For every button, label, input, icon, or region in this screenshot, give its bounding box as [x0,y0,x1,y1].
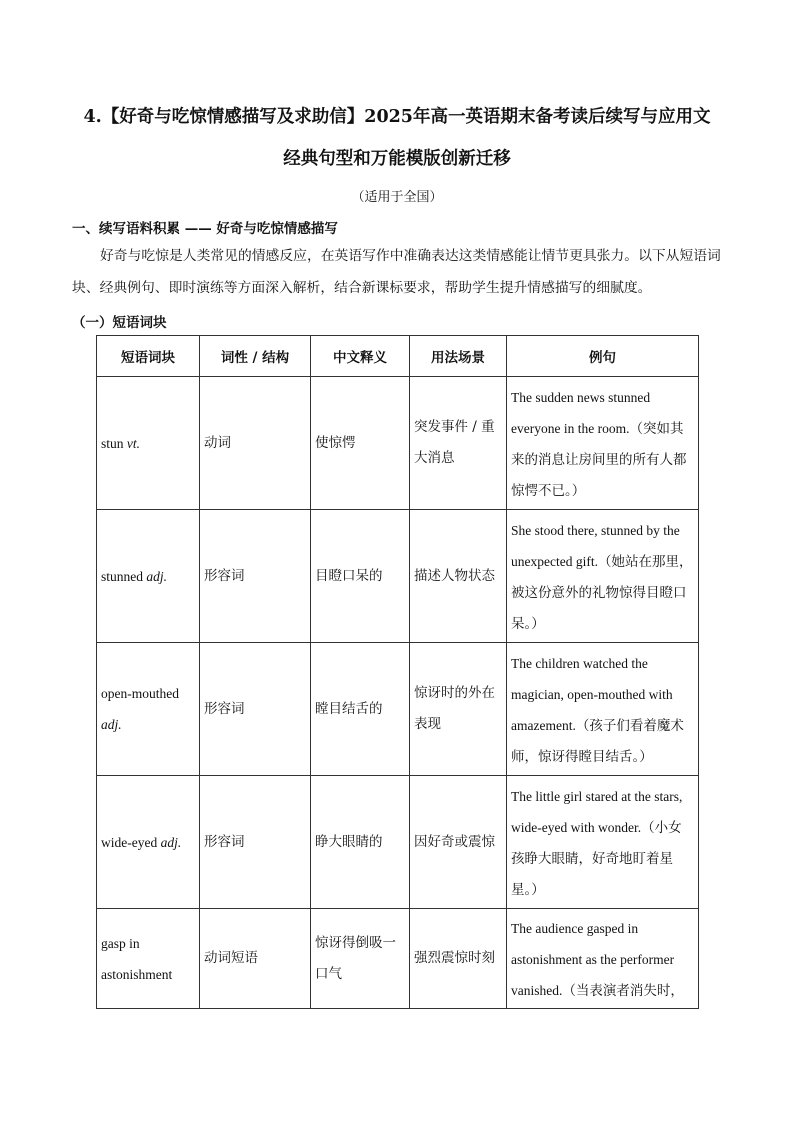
table-row [97,377,699,510]
pos-abbr: adj. [146,568,168,584]
pos-cell: 动词短语 [200,909,311,1009]
intro-paragraph [72,240,722,304]
document-subtitle: （适用于全国） [351,190,443,205]
meaning-cell: 睁大眼睛的 [311,776,410,909]
pos-cell: 动词 [200,377,311,510]
phrase-text: open-mouthed [101,686,179,701]
section-heading: 一、续写语料积累 —— 好奇与吃惊情感描写 [72,221,338,237]
header-scene: 用法场景 [410,336,507,377]
table-row [97,909,699,1009]
phrase-cell [97,776,200,909]
header-phrase: 短语词块 [97,336,200,377]
example-cell: The sudden news stunned everyone in the room.（突如其来的消息让房间里的所有人都惊愕不已。） [507,377,699,510]
phrase-text: wide-eyed [101,834,158,850]
intro-text: 好奇与吃惊是人类常见的情感反应，在英语写作中准确表达这类情感能让情节更具张力。以下从短语词块、经典例句、即时演练等方面深入解析，结合新课标要求，帮助学生提升情感描写的细腻度。 [72,248,721,296]
phrase-cell [97,643,200,776]
table-row [97,510,699,643]
meaning-cell: 目瞪口呆的 [311,510,410,643]
subsection-heading: （一）短语词块 [72,315,167,331]
header-example: 例句 [507,336,699,377]
phrase-text: stunned [101,568,143,584]
scene-cell: 强烈震惊时刻 [410,909,507,1009]
meaning-cell: 使惊愕 [311,377,410,510]
phrase-cell [97,510,200,643]
phrase-cell: gasp in astonishment [97,909,200,1009]
scene-cell: 突发事件 / 重大消息 [410,377,507,510]
meaning-cell: 惊讶得倒吸一口气 [311,909,410,1009]
scene-cell: 因好奇或震惊 [410,776,507,909]
example-cell: The little girl stared at the stars, wide-eyed with wonder.（小女孩睁大眼睛，好奇地盯着星星。） [507,776,699,909]
phrase-table [96,335,699,1009]
meaning-cell: 瞠目结舌的 [311,643,410,776]
document-title-line-2: 经典句型和万能模版创新迁移 [283,149,511,169]
table-row [97,776,699,909]
example-cell: The audience gasped in astonishment as the performer vanished.（当表演者消失时， [507,909,699,1009]
phrase-cell [97,377,200,510]
pos-abbr: vt. [126,435,141,451]
pos-cell: 形容词 [200,510,311,643]
example-cell: She stood there, stunned by the unexpected gift.（她站在那里，被这份意外的礼物惊得目瞪口呆。） [507,510,699,643]
scene-cell: 描述人物状态 [410,510,507,643]
table-row [97,643,699,776]
pos-abbr: adj. [101,717,122,732]
scene-cell: 惊讶时的外在表现 [410,643,507,776]
pos-cell: 形容词 [200,776,311,909]
document-title-line-1: 4.【好奇与吃惊情感描写及求助信】2025年高一英语期末备考读后续写与应用文 [83,107,711,127]
table-header-row [97,336,699,377]
header-meaning: 中文释义 [311,336,410,377]
header-pos: 词性 / 结构 [200,336,311,377]
pos-cell: 形容词 [200,643,311,776]
phrase-text: stun [101,435,124,451]
pos-abbr: adj. [160,834,182,850]
example-cell: The children watched the magician, open-mouthed with amazement.（孩子们看着魔术师，惊讶得瞠目结舌。） [507,643,699,776]
